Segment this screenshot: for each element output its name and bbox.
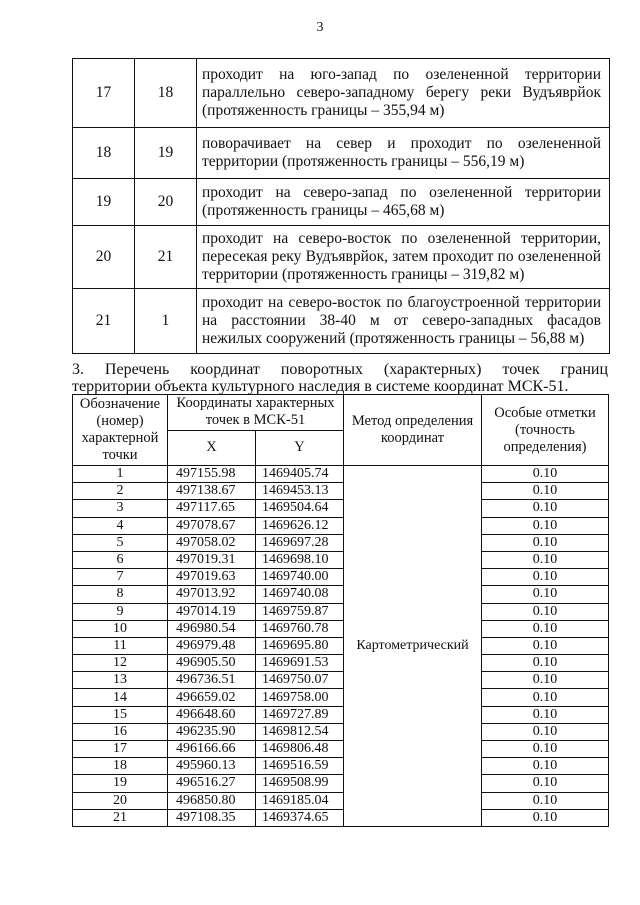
point-from: 19	[73, 179, 135, 226]
coord-x: 496850.80	[168, 792, 256, 809]
accuracy: 0.10	[482, 517, 609, 534]
section-heading: 3. Перечень координат поворотных (характерных) точек границ	[72, 361, 608, 378]
point-number: 14	[73, 689, 168, 706]
table-row	[73, 706, 609, 723]
table-row	[73, 483, 609, 500]
table-row	[73, 758, 609, 775]
point-number: 3	[73, 500, 168, 517]
table-row	[73, 741, 609, 758]
table-row	[73, 586, 609, 603]
header-y: Y	[256, 430, 344, 466]
accuracy: 0.10	[482, 483, 609, 500]
coord-y: 1469626.12	[256, 517, 344, 534]
coord-y: 1469504.64	[256, 500, 344, 517]
border-description: поворачивает на север и проходит по озелененной территории (протяженность границы – 556,19 м)	[197, 128, 610, 179]
border-description: проходит на северо-восток по благоустроенной территории на расстоянии 38-40 м от северо-западных фасадов нежилых сооружений (протяженность границы – 56,88 м)	[197, 289, 610, 354]
header-row	[73, 395, 609, 431]
point-number: 10	[73, 620, 168, 637]
point-to: 19	[135, 128, 197, 179]
point-number: 17	[73, 741, 168, 758]
accuracy: 0.10	[482, 672, 609, 689]
coord-y: 1469697.28	[256, 534, 344, 551]
table-row	[73, 689, 609, 706]
point-from: 18	[73, 128, 135, 179]
coord-y: 1469759.87	[256, 603, 344, 620]
accuracy: 0.10	[482, 706, 609, 723]
coord-x: 496166.66	[168, 741, 256, 758]
accuracy: 0.10	[482, 809, 609, 826]
coord-y: 1469405.74	[256, 466, 344, 483]
table-row	[73, 289, 610, 354]
point-from: 20	[73, 226, 135, 289]
method-cell: Картометрический	[344, 466, 482, 827]
point-number: 5	[73, 534, 168, 551]
coord-x: 496736.51	[168, 672, 256, 689]
accuracy: 0.10	[482, 620, 609, 637]
table-row	[73, 179, 610, 226]
coord-x: 496235.90	[168, 723, 256, 740]
coord-y: 1469453.13	[256, 483, 344, 500]
coord-x: 497138.67	[168, 483, 256, 500]
point-number: 15	[73, 706, 168, 723]
table-row	[73, 500, 609, 517]
coord-y: 1469691.53	[256, 655, 344, 672]
coord-x: 497019.63	[168, 569, 256, 586]
point-number: 1	[73, 466, 168, 483]
coord-y: 1469727.89	[256, 706, 344, 723]
accuracy: 0.10	[482, 758, 609, 775]
accuracy: 0.10	[482, 586, 609, 603]
table-row	[73, 128, 610, 179]
table-row	[73, 603, 609, 620]
accuracy: 0.10	[482, 466, 609, 483]
section-heading-continued: территории объекта культурного наследия в системе координат МСК-51.	[72, 378, 569, 395]
table-row	[73, 551, 609, 568]
table-row	[73, 637, 609, 654]
coord-y: 1469740.08	[256, 586, 344, 603]
accuracy: 0.10	[482, 792, 609, 809]
point-number: 8	[73, 586, 168, 603]
accuracy: 0.10	[482, 723, 609, 740]
point-number: 2	[73, 483, 168, 500]
coord-x: 496905.50	[168, 655, 256, 672]
coord-x: 497108.35	[168, 809, 256, 826]
point-number: 6	[73, 551, 168, 568]
table-row	[73, 775, 609, 792]
coord-x: 496659.02	[168, 689, 256, 706]
accuracy: 0.10	[482, 603, 609, 620]
accuracy: 0.10	[482, 741, 609, 758]
table-row	[73, 620, 609, 637]
coord-y: 1469740.00	[256, 569, 344, 586]
point-to: 21	[135, 226, 197, 289]
point-number: 16	[73, 723, 168, 740]
coord-x: 496980.54	[168, 620, 256, 637]
accuracy: 0.10	[482, 551, 609, 568]
header-notes: Особые отметки (точность определения)	[482, 395, 609, 466]
coord-x: 497019.31	[168, 551, 256, 568]
point-from: 21	[73, 289, 135, 354]
point-number: 20	[73, 792, 168, 809]
table-row	[73, 723, 609, 740]
header-x: X	[168, 430, 256, 466]
point-to: 20	[135, 179, 197, 226]
border-description-table	[72, 58, 610, 354]
coord-y: 1469516.59	[256, 758, 344, 775]
point-number: 19	[73, 775, 168, 792]
coord-y: 1469758.00	[256, 689, 344, 706]
coord-y: 1469812.54	[256, 723, 344, 740]
table-row	[73, 517, 609, 534]
header-method: Метод определения координат	[344, 395, 482, 466]
table-row	[73, 534, 609, 551]
table-row	[73, 59, 610, 128]
point-number: 13	[73, 672, 168, 689]
border-description: проходит на северо-восток по озелененной территории, пересекая реку Вудъяврйок, затем проходит по озелененной территории (протяженность границы – 319,82 м)	[197, 226, 610, 289]
accuracy: 0.10	[482, 534, 609, 551]
coord-x: 497014.19	[168, 603, 256, 620]
accuracy: 0.10	[482, 500, 609, 517]
point-number: 11	[73, 637, 168, 654]
coordinates-table	[72, 394, 609, 827]
accuracy: 0.10	[482, 775, 609, 792]
accuracy: 0.10	[482, 689, 609, 706]
coord-y: 1469750.07	[256, 672, 344, 689]
coord-x: 497155.98	[168, 466, 256, 483]
table-row	[73, 226, 610, 289]
point-number: 4	[73, 517, 168, 534]
coord-x: 497117.65	[168, 500, 256, 517]
point-number: 21	[73, 809, 168, 826]
coord-x: 496516.27	[168, 775, 256, 792]
coord-y: 1469806.48	[256, 741, 344, 758]
point-to: 1	[135, 289, 197, 354]
coord-y: 1469508.99	[256, 775, 344, 792]
point-number: 9	[73, 603, 168, 620]
coord-x: 496648.60	[168, 706, 256, 723]
point-to: 18	[135, 59, 197, 128]
coord-x: 497078.67	[168, 517, 256, 534]
point-from: 17	[73, 59, 135, 128]
table-row	[73, 655, 609, 672]
coord-y: 1469760.78	[256, 620, 344, 637]
border-description: проходит на юго-запад по озелененной территории параллельно северо-западному берегу реки Вудъяврйок (протяженность границы – 355,94 м)	[197, 59, 610, 128]
coord-y: 1469185.04	[256, 792, 344, 809]
coord-x: 497013.92	[168, 586, 256, 603]
coord-x: 496979.48	[168, 637, 256, 654]
table-row	[73, 792, 609, 809]
coord-y: 1469698.10	[256, 551, 344, 568]
accuracy: 0.10	[482, 637, 609, 654]
table-row	[73, 672, 609, 689]
page-number: 3	[316, 20, 324, 35]
point-number: 18	[73, 758, 168, 775]
coord-y: 1469374.65	[256, 809, 344, 826]
coord-y: 1469695.80	[256, 637, 344, 654]
border-description: проходит на северо-запад по озелененной территории (протяженность границы – 465,68 м)	[197, 179, 610, 226]
coord-x: 497058.02	[168, 534, 256, 551]
header-point: Обозначение (номер) характерной точки	[73, 395, 168, 466]
coord-x: 495960.13	[168, 758, 256, 775]
point-number: 7	[73, 569, 168, 586]
header-coordinates: Координаты характерных точек в МСК-51	[168, 395, 344, 431]
accuracy: 0.10	[482, 569, 609, 586]
table-row	[73, 466, 609, 483]
table-row	[73, 569, 609, 586]
table-row	[73, 809, 609, 826]
accuracy: 0.10	[482, 655, 609, 672]
point-number: 12	[73, 655, 168, 672]
